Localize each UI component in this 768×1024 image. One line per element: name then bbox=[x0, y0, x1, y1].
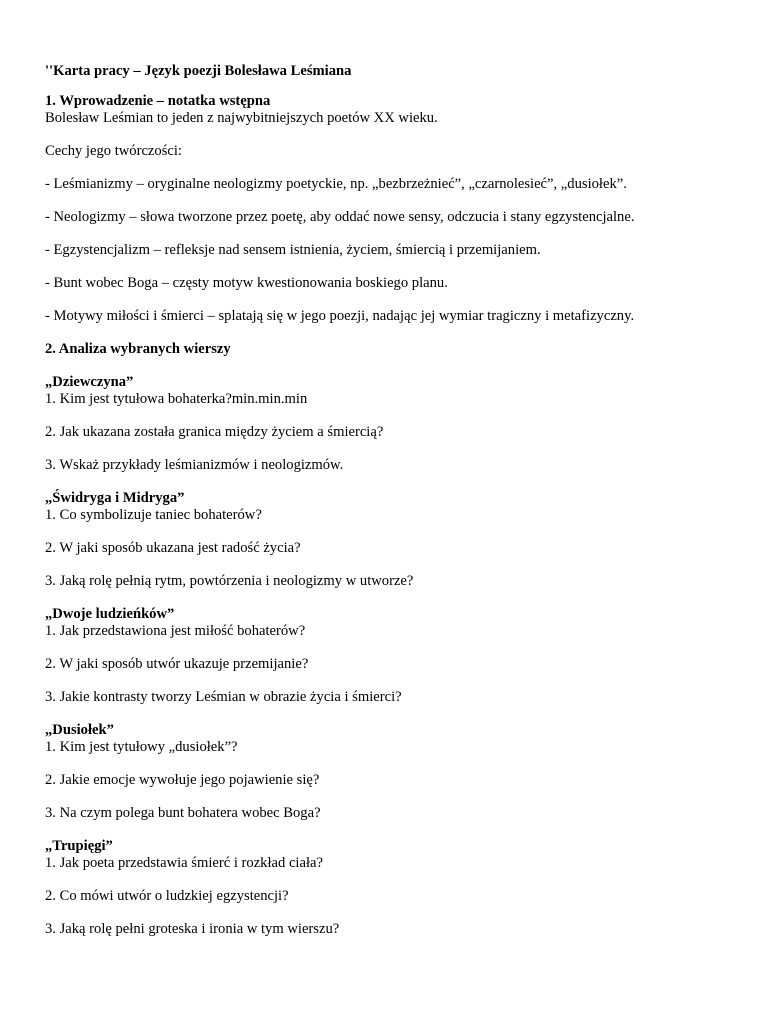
poem-title: „Świdryga i Midryga” bbox=[45, 490, 185, 506]
question-item: 2. Jakie emocje wywołuje jego pojawienie się? bbox=[45, 772, 320, 788]
poem-block bbox=[45, 374, 735, 474]
question-item: 3. Jakie kontrasty tworzy Leśmian w obrazie życia i śmierci? bbox=[45, 689, 402, 705]
document-page bbox=[45, 63, 735, 938]
question-item: 2. Jak ukazana została granica między życiem a śmiercią? bbox=[45, 424, 384, 440]
feature-item: - Motywy miłości i śmierci – splatają się w jego poezji, nadając jej wymiar tragiczny i metafizyczny. bbox=[45, 308, 635, 324]
feature-item: - Neologizmy – słowa tworzone przez poetę, aby oddać nowe sensy, odczucia i stany egzystencjalne. bbox=[45, 209, 635, 225]
question-item: 3. Wskaż przykłady leśmianizmów i neologizmów. bbox=[45, 457, 344, 473]
poem-block bbox=[45, 606, 735, 706]
question-item: 3. Jaką rolę pełnią rytm, powtórzenia i neologizmy w utworze? bbox=[45, 573, 414, 589]
feature-item: - Bunt wobec Boga – częsty motyw kwestionowania boskiego planu. bbox=[45, 275, 448, 291]
section-analysis bbox=[45, 341, 735, 938]
section-heading: 1. Wprowadzenie – notatka wstępna bbox=[45, 93, 271, 109]
feature-item: - Leśmianizmy – oryginalne neologizmy poetyckie, np. „bezbrzeżnieć”, „czarnolesieć”, „dusiołek”. bbox=[45, 176, 627, 192]
question-item: 2. W jaki sposób ukazana jest radość życia? bbox=[45, 540, 301, 556]
question-item: 1. Jak przedstawiona jest miłość bohaterów? bbox=[45, 623, 306, 639]
question-item: 2. Co mówi utwór o ludzkiej egzystencji? bbox=[45, 888, 289, 904]
features-label: Cechy jego twórczości: bbox=[45, 143, 182, 159]
poem-block bbox=[45, 722, 735, 822]
question-item: 1. Co symbolizuje taniec bohaterów? bbox=[45, 507, 262, 523]
document-title: ''Karta pracy – Język poezji Bolesława Leśmiana bbox=[45, 63, 352, 79]
poem-title: „Trupięgi” bbox=[45, 838, 113, 854]
section-heading: 2. Analiza wybranych wierszy bbox=[45, 341, 231, 357]
poem-block bbox=[45, 838, 735, 938]
poem-block bbox=[45, 490, 735, 590]
feature-item: - Egzystencjalizm – refleksje nad sensem istnienia, życiem, śmiercią i przemijaniem. bbox=[45, 242, 541, 258]
intro-paragraph: Bolesław Leśmian to jeden z najwybitniejszych poetów XX wieku. bbox=[45, 110, 438, 126]
section-introduction bbox=[45, 93, 735, 325]
question-item: 1. Kim jest tytułowy „dusiołek”? bbox=[45, 739, 238, 755]
question-item: 1. Jak poeta przedstawia śmierć i rozkład ciała? bbox=[45, 855, 323, 871]
question-item: 3. Na czym polega bunt bohatera wobec Boga? bbox=[45, 805, 321, 821]
question-item: 3. Jaką rolę pełni groteska i ironia w tym wierszu? bbox=[45, 921, 340, 937]
poem-title: „Dziewczyna” bbox=[45, 374, 134, 390]
poem-title: „Dusiołek” bbox=[45, 722, 114, 738]
question-item: 1. Kim jest tytułowa bohaterka?min.min.min bbox=[45, 391, 308, 407]
poem-title: „Dwoje ludzieńków” bbox=[45, 606, 175, 622]
question-item: 2. W jaki sposób utwór ukazuje przemijanie? bbox=[45, 656, 309, 672]
